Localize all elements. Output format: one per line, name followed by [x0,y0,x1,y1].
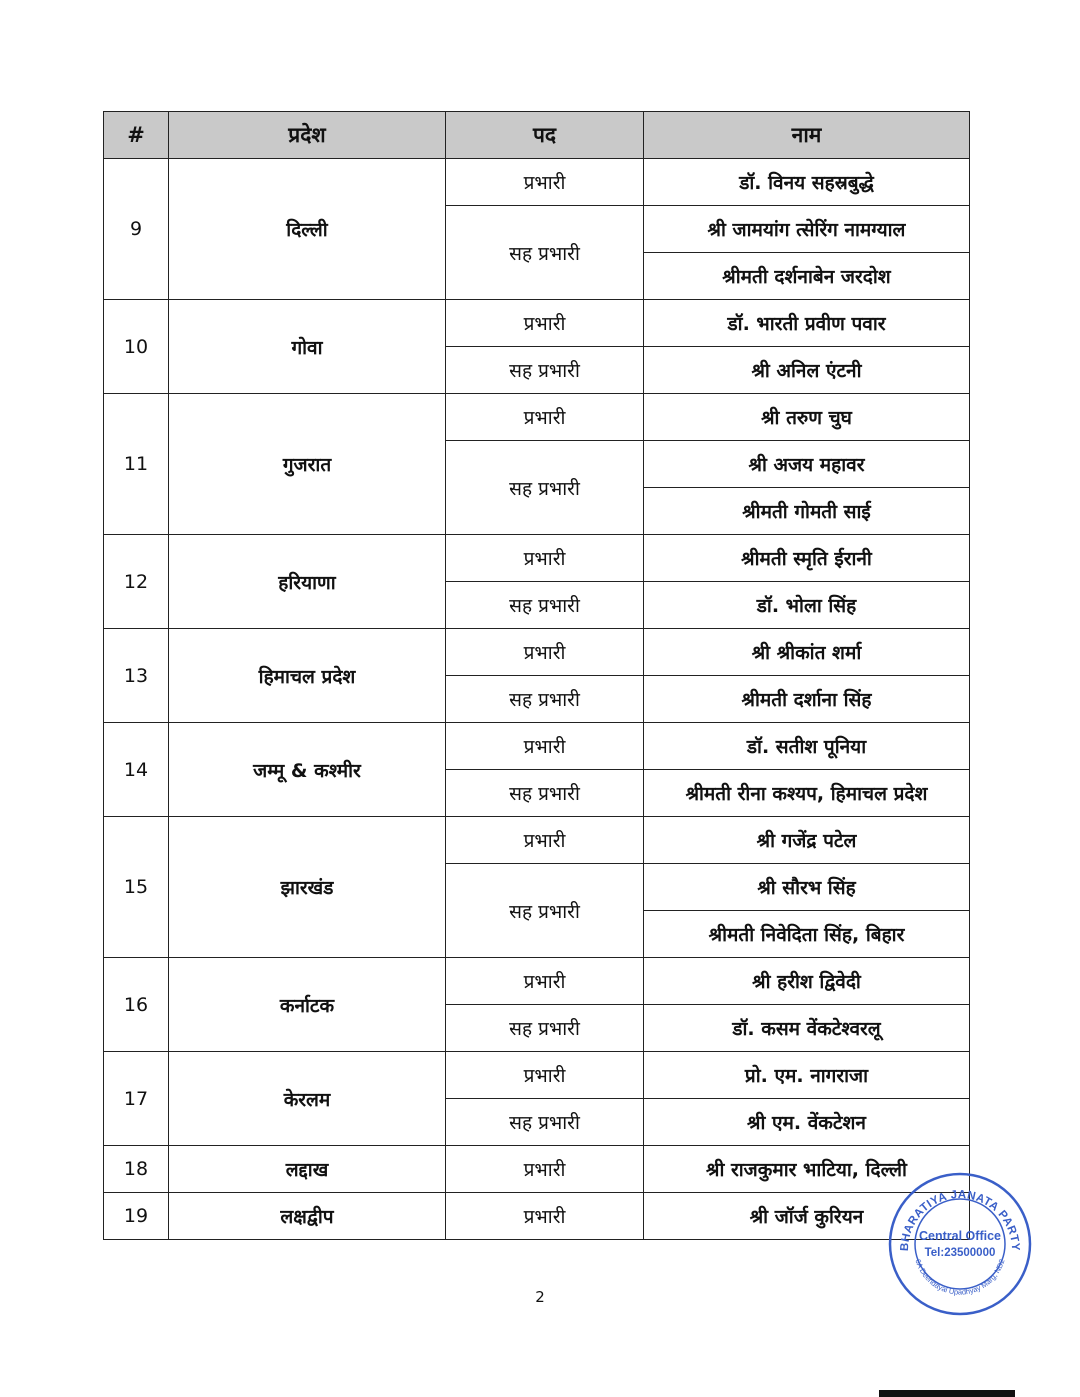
corner-bar [879,1390,1015,1397]
row-number: 11 [104,394,169,535]
stamp-line-1: Central Office [919,1229,1001,1243]
row-number: 13 [104,629,169,723]
post-cell: प्रभारी [446,535,644,582]
name-cell: श्री राजकुमार भाटिया, दिल्ली [644,1146,970,1193]
header-row [104,112,970,159]
row-number: 19 [104,1193,169,1240]
post-cell: सह प्रभारी [446,347,644,394]
row-number: 12 [104,535,169,629]
table-row [104,1052,970,1099]
party-stamp-seal [886,1170,1034,1318]
name-cell: प्रो. एम. नागराजा [644,1052,970,1099]
post-cell: प्रभारी [446,958,644,1005]
row-number: 16 [104,958,169,1052]
name-cell: श्रीमती रीना कश्यप, हिमाचल प्रदेश [644,770,970,817]
stamp-ring-text: BHARATIYA JANATA PARTY [898,1188,1022,1252]
table-row [104,300,970,347]
name-cell: श्री अजय महावर [644,441,970,488]
state-cell: जम्मू & कश्मीर [169,723,446,817]
row-number: 15 [104,817,169,958]
post-cell: प्रभारी [446,629,644,676]
table-body [104,159,970,1240]
post-cell: सह प्रभारी [446,1005,644,1052]
name-cell: श्री सौरभ सिंह [644,864,970,911]
state-cell: हरियाणा [169,535,446,629]
table-row [104,1146,970,1193]
post-cell: प्रभारी [446,1193,644,1240]
header-state: प्रदेश [169,112,446,159]
post-cell: प्रभारी [446,1052,644,1099]
state-cell: हिमाचल प्रदेश [169,629,446,723]
name-cell: श्री गजेंद्र पटेल [644,817,970,864]
post-cell: सह प्रभारी [446,864,644,958]
name-cell: श्री जामयांग त्सेरिंग नामग्याल [644,206,970,253]
stamp-line-2: Tel:23500000 [924,1247,996,1259]
post-cell: सह प्रभारी [446,441,644,535]
row-number: 14 [104,723,169,817]
row-number: 10 [104,300,169,394]
name-cell: डॉ. विनय सहस्रबुद्धे [644,159,970,206]
post-cell: सह प्रभारी [446,582,644,629]
post-cell: सह प्रभारी [446,206,644,300]
state-cell: गोवा [169,300,446,394]
post-cell: सह प्रभारी [446,1099,644,1146]
name-cell: श्री श्रीकांत शर्मा [644,629,970,676]
state-cell: गुजरात [169,394,446,535]
stamp-bottom-text: 6A Deendayal Upadhyay Marg, ND2 [913,1258,1007,1297]
name-cell: श्रीमती दर्शनाबेन जरदोश [644,253,970,300]
name-cell: डॉ. भारती प्रवीण पवार [644,300,970,347]
name-cell: श्री अनिल एंटनी [644,347,970,394]
allocation-table [103,111,970,1240]
post-cell: प्रभारी [446,159,644,206]
state-cell: कर्नाटक [169,958,446,1052]
name-cell: श्रीमती दर्शाना सिंह [644,676,970,723]
state-cell: दिल्ली [169,159,446,300]
name-cell: श्रीमती गोमती साई [644,488,970,535]
post-cell: सह प्रभारी [446,770,644,817]
table-row [104,723,970,770]
row-number: 9 [104,159,169,300]
name-cell: डॉ. भोला सिंह [644,582,970,629]
table-row [104,159,970,206]
state-cell: लक्षद्वीप [169,1193,446,1240]
name-cell: श्री हरीश द्विवेदी [644,958,970,1005]
svg-text:6A Deendayal Upadhyay Marg, ND [914,1258,1007,1297]
state-cell: केरलम [169,1052,446,1146]
header-name: नाम [644,112,970,159]
post-cell: प्रभारी [446,723,644,770]
table-row [104,394,970,441]
table-row [104,629,970,676]
state-cell: लद्दाख [169,1146,446,1193]
name-cell: श्री एम. वेंकटेशन [644,1099,970,1146]
table-row [104,535,970,582]
row-number: 18 [104,1146,169,1193]
name-cell: श्री जॉर्ज कुरियन [644,1193,970,1240]
state-cell: झारखंड [169,817,446,958]
name-cell: श्री तरुण चुघ [644,394,970,441]
post-cell: प्रभारी [446,300,644,347]
name-cell: श्रीमती स्मृति ईरानी [644,535,970,582]
post-cell: प्रभारी [446,394,644,441]
table-row [104,817,970,864]
page-number: 2 [535,1288,545,1306]
name-cell: डॉ. कसम वेंकटेश्वरलू [644,1005,970,1052]
name-cell: डॉ. सतीश पूनिया [644,723,970,770]
post-cell: सह प्रभारी [446,676,644,723]
post-cell: प्रभारी [446,1146,644,1193]
post-cell: प्रभारी [446,817,644,864]
header-number: # [104,112,169,159]
row-number: 17 [104,1052,169,1146]
table-row [104,1193,970,1240]
table-row [104,958,970,1005]
name-cell: श्रीमती निवेदिता सिंह, बिहार [644,911,970,958]
header-post: पद [446,112,644,159]
